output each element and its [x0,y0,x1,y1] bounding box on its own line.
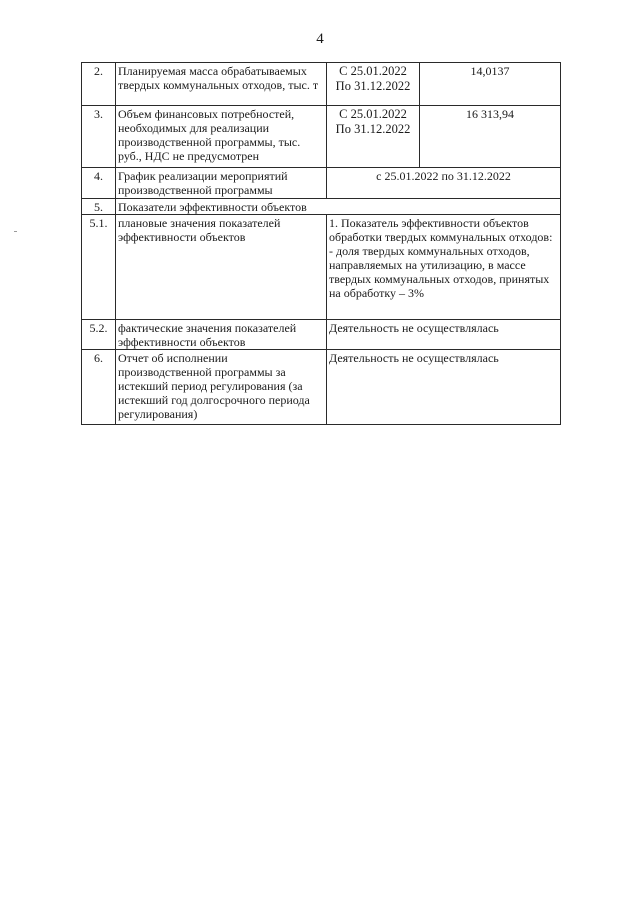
row-value: с 25.01.2022 по 31.12.2022 [327,168,561,199]
table-row [82,63,561,106]
indicator-detail: - доля твердых коммунальных отходов, направляемых на утилизацию, в массе твердых коммунальных отходов, принятых на обработку – 3% [329,244,550,300]
table-row [82,350,561,425]
row-label: Объем финансовых потребностей, необходимых для реализации производственной программы, тыс. руб., НДС не предусмотрен [116,106,327,168]
row-label: Отчет об исполнении производственной программы за истекший период регулирования (за истекший год долгосрочного периода регулирования) [116,350,327,425]
table-row [82,320,561,350]
row-number: 4. [82,168,116,199]
period-start: С 25.01.2022 [339,64,407,78]
row-label: Планируемая масса обрабатываемых твердых коммунальных отходов, тыс. т [116,63,327,106]
margin-mark [14,231,17,232]
row-number: 6. [82,350,116,425]
period-start: С 25.01.2022 [339,107,407,121]
indicator-heading: 1. Показатель эффективности объектов обработки твердых коммунальных отходов: [329,216,553,244]
program-table [81,62,561,425]
row-value: Деятельность не осуществлялась [327,320,561,350]
row-value: Деятельность не осуществлялась [327,350,561,425]
row-value: 16 313,94 [420,106,561,168]
row-number: 5.2. [82,320,116,350]
table-row [82,215,561,320]
row-label: плановые значения показателей эффективности объектов [116,215,327,320]
page-number: 4 [316,31,324,47]
row-label: фактические значения показателей эффективности объектов [116,320,327,350]
row-number: 2. [82,63,116,106]
row-period [327,63,420,106]
row-number: 5. [82,199,116,215]
row-number: 3. [82,106,116,168]
table-row [82,106,561,168]
row-period [327,106,420,168]
period-end: По 31.12.2022 [335,79,411,93]
row-number: 5.1. [82,215,116,320]
row-label: Показатели эффективности объектов [116,199,561,215]
table-row [82,168,561,199]
row-value: 14,0137 [420,63,561,106]
row-label: График реализации мероприятий производственной программы [116,168,327,199]
row-value [327,215,561,320]
period-end: По 31.12.2022 [335,122,411,136]
table-row [82,199,561,215]
